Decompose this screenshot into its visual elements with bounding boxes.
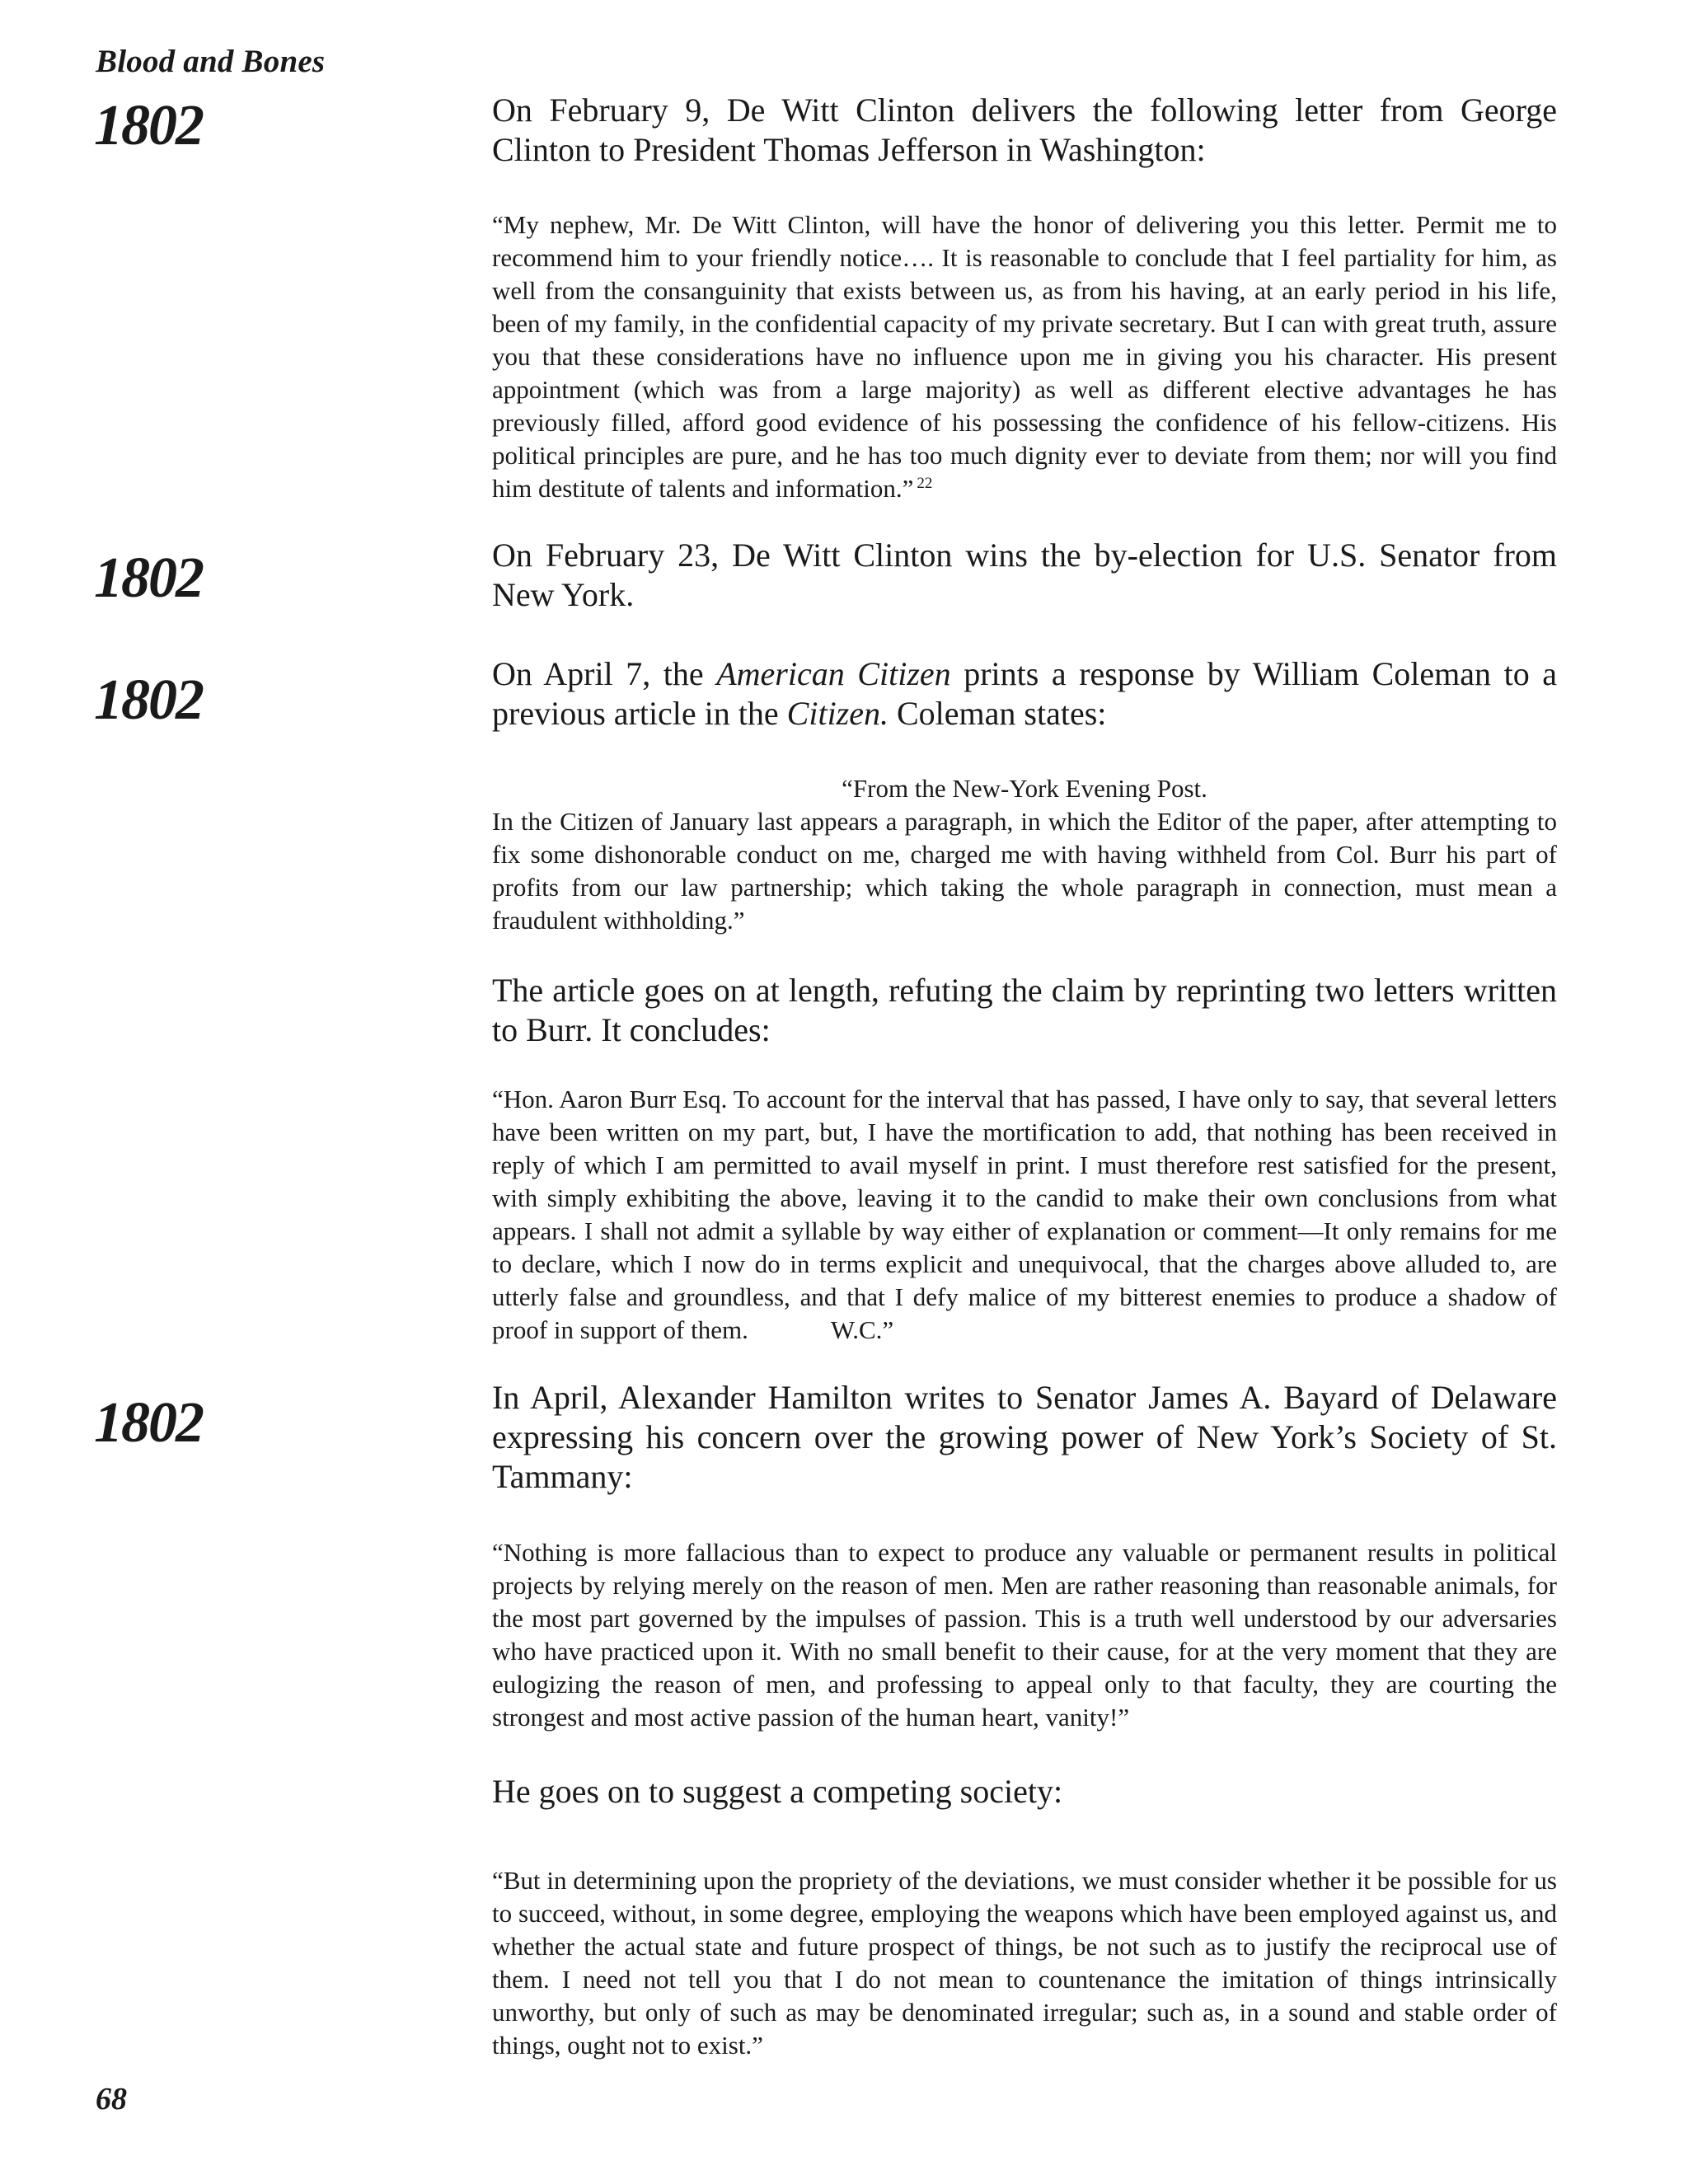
lead-text: Coleman states:: [889, 695, 1107, 732]
continuation-text: The article goes on at length, refuting the claim by reprinting two letters written to Burr. It concludes:: [492, 972, 1557, 1048]
entry-lead: In April, Alexander Hamilton writes to Senator James A. Bayard of Delaware expressing his concern over the growing power of New York’s Society of St. Tammany:: [492, 1379, 1557, 1495]
block-quote: [492, 209, 1557, 505]
lead-text: prints a response by William Coleman to a previous article in the: [492, 655, 1558, 732]
signature: W.C.”: [830, 1315, 894, 1344]
running-head: Blood and Bones: [96, 44, 326, 79]
block-quote: [492, 1083, 1557, 1347]
entry-lead: On February 9, De Witt Clinton delivers the following letter from George Clinton to President Thomas Jefferson in Washington:: [492, 91, 1557, 168]
year-label: 1802: [94, 668, 203, 732]
entry-lead: [492, 654, 1557, 733]
page-number: 68: [96, 2082, 127, 2116]
newspaper-title: American Citizen: [716, 655, 951, 692]
footnote-marker: 22: [917, 474, 933, 492]
block-quote: “But in determining upon the propriety of the deviations, we must consider whether it be possible for us to succeed, without, in some degree, employing the weapons which have been employed against us, and whether the actual state and future prospect of things, be not such as to justify the reciprocal use of them. I need not tell you that I do not mean to countenance the imitation of things intrinsically unworthy, but only of such as may be denominated irregular; such as, in a sound and stable order of things, ought not to exist.”: [492, 1866, 1557, 2060]
lead-text: On April 7, the: [492, 655, 717, 692]
year-label: 1802: [94, 94, 203, 157]
block-quote: “Nothing is more fallacious than to expect to produce any valuable or permanent results in political projects by relying merely on the reason of men. Men are rather reasoning than reasonable animals, for the most part governed by the impulses of passion. This is a truth well understood by our adversaries who have practiced upon it. With no small benefit to their cause, for at the very moment that they are eulogizing the reason of men, and professing to appeal only to that faculty, they are courting the strongest and most active passion of the human heart, vanity!”: [492, 1538, 1557, 1732]
entry-lead: On February 23, De Witt Clinton wins the by-election for U.S. Senator from New York.: [492, 537, 1557, 613]
block-quote: In the Citizen of January last appears a paragraph, in which the Editor of the paper, after attempting to fix some dishonorable conduct on me, charged me with having withheld from Col. Burr his part of profits from our law partnership; which taking the whole paragraph in connection, must mean a fraudulent withholding.”: [492, 807, 1557, 935]
quote-text: “Hon. Aaron Burr Esq. To account for the interval that has passed, I have only to say, that several letters have been written on my part, but, I have the mortification to add, that nothing has been received in reply of which I am permitted to avail myself in print. I must therefore rest satisfied for the present, with simply exhibiting the above, leaving it to the candid to make their own conclusions from what appears. I shall not admit a syllable by way either of explanation or comment—It only remains for me to declare, which I now do in terms explicit and unequivocal, that the charges above alluded to, are utterly false and groundless, and that I defy malice of my bitterest enemies to produce a shadow of proof in support of them.: [492, 1085, 1557, 1344]
year-label: 1802: [94, 546, 203, 610]
quote-text: “My nephew, Mr. De Witt Clinton, will have the honor of delivering you this letter. Permit me to recommend him to your friendly notice…. It is reasonable to conclude that I feel partiality for him, as well from the consanguinity that exists between us, as from his having, at an early period in his life, been of my family, in the confidential capacity of my private secretary. But I can with great truth, assure you that these considerations have no influence upon me in giving you his character. His present appointment (which was from a large majority) as well as different elective advantages he has previously filled, afford good evidence of his possessing the confidence of his fellow-citizens. His political principles are pure, and he has too much dignity ever to deviate from them; nor will you find him destitute of talents and information.”: [492, 210, 1557, 503]
newspaper-title: Citizen.: [786, 695, 889, 732]
continuation-text: He goes on to suggest a competing society:: [492, 1773, 1063, 1810]
quote-heading: “From the New-York Evening Post.: [842, 774, 1207, 803]
year-label: 1802: [94, 1391, 203, 1455]
